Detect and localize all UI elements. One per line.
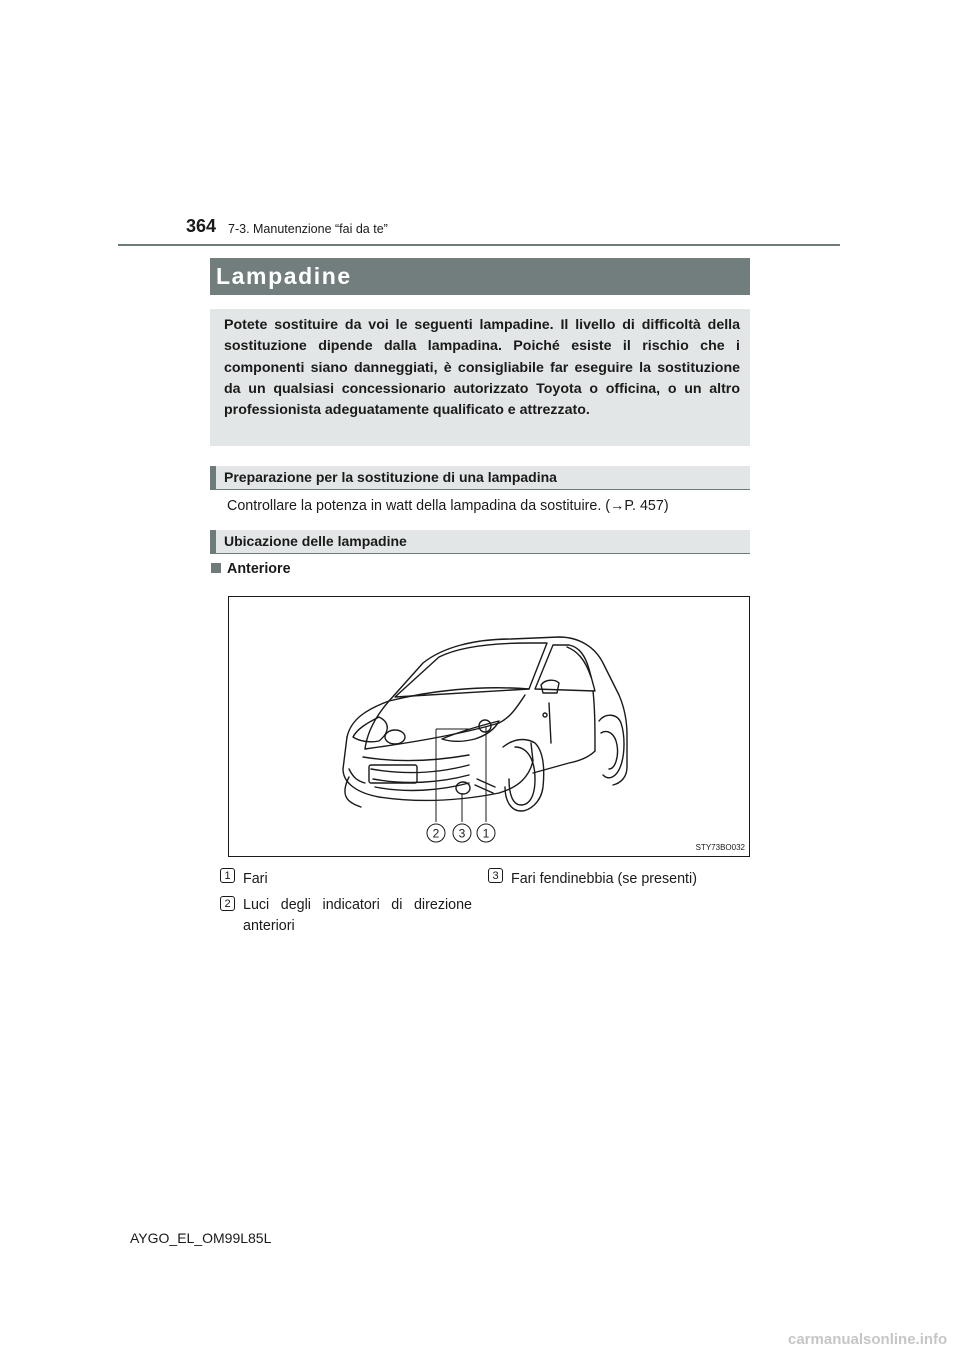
legend-badge-1: 1 [220,868,235,883]
legend-badge-3: 3 [488,868,503,883]
page-number: 364 [186,216,217,236]
bullet-front-label: Anteriore [227,561,291,577]
bullet-front [211,561,291,577]
page-title: Lampadine [210,258,750,295]
car-figure [228,596,750,857]
watermark: carmanualsonline.info [788,1331,948,1348]
heading-preparation: Preparazione per la sostituzione di una lampadina [210,466,750,490]
preparation-text: Controllare la potenza in watt della lampadina da sostituire. (→P. 457) [227,498,669,514]
heading-location: Ubicazione delle lampadine [210,530,750,554]
figure-code: STY73BO032 [695,843,745,852]
footer-code: AYGO_EL_OM99L85L [130,1230,272,1246]
car-illustration [229,597,749,856]
intro-box: Potete sostituire da voi le seguenti lampadine. Il livello di difficoltà della sostituzione dipende dalla lampadina. Poiché esiste il rischio che i componenti siano danneggiati, è consigliabile far eseguire la sostituzione da un qualsiasi concessionario autorizzato Toyota o officina, o un altro professionista adeguatamente qualificato e attrezzato. [210,309,750,446]
legend-text-1: Fari [243,871,268,887]
section-label: 7-3. Manutenzione “fai da te” [228,222,388,236]
callout-2: 2 [432,826,440,841]
header-rule [118,244,840,246]
callout-3: 3 [458,826,466,841]
callout-1: 1 [482,826,490,841]
legend-badge-2: 2 [220,896,235,911]
bullet-square-icon [211,563,221,573]
legend-text-2: Luci degli indicatori di direzione anteriori [243,897,472,934]
legend-text-3: Fari fendinebbia (se presenti) [511,871,697,887]
